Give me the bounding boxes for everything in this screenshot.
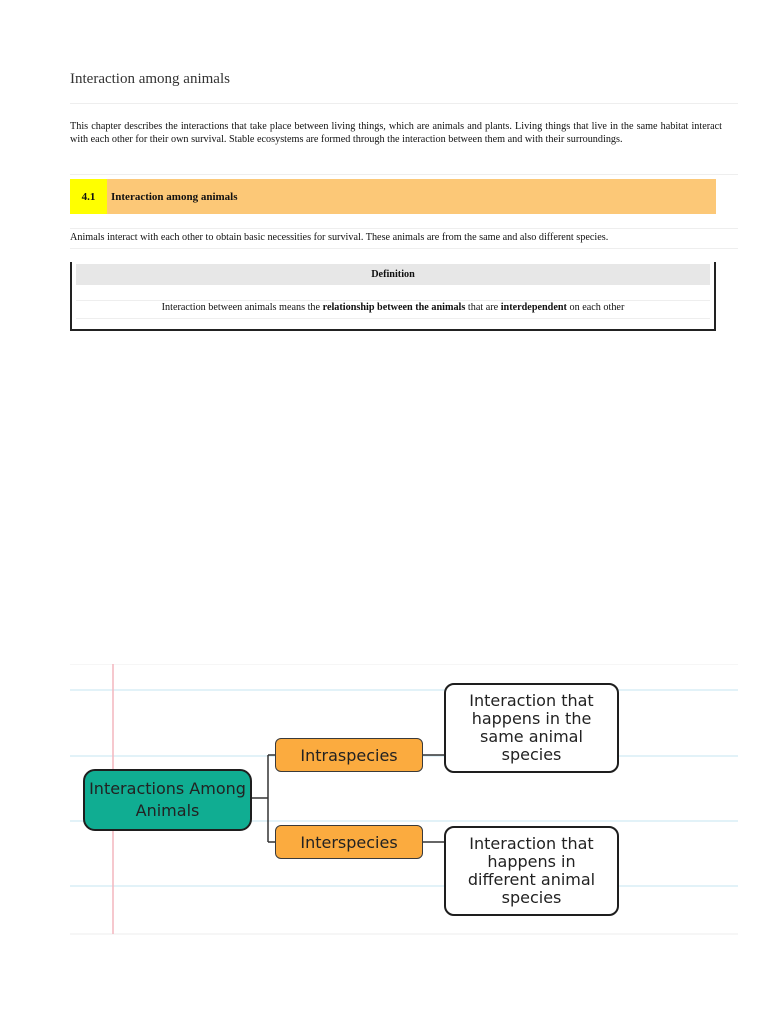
branch-intraspecies: Intraspecies	[275, 738, 423, 772]
section-paragraph: Animals interact with each other to obtain basic necessities for survival. These animals are from the same and also different species.	[70, 232, 609, 243]
definition-text-middle: that are	[465, 302, 501, 313]
page-title: Interaction among animals	[70, 71, 230, 87]
section-title: Interaction among animals	[111, 190, 238, 203]
title-divider	[70, 103, 738, 104]
definition-bold-relationship: relationship between the animals	[322, 302, 466, 313]
definition-text-end: on each other	[566, 302, 625, 313]
mind-map-root: Interactions Among Animals	[83, 769, 252, 831]
definition-rule-bottom	[76, 318, 710, 319]
definition-text	[72, 302, 714, 313]
leaf-interspecies-description: Interaction that happens in different animal species	[444, 826, 619, 916]
section-divider	[70, 228, 738, 229]
intro-divider	[70, 174, 738, 175]
definition-box	[70, 262, 716, 331]
definition-bold-interdependent: interdependent	[500, 302, 567, 313]
definition-heading: Definition	[76, 264, 710, 285]
paragraph-divider	[70, 248, 738, 249]
section-number: 4.1	[70, 179, 107, 214]
definition-rule-top	[76, 300, 710, 301]
section-header	[70, 179, 716, 214]
leaf-intraspecies-description: Interaction that happens in the same animal species	[444, 683, 619, 773]
branch-interspecies: Interspecies	[275, 825, 423, 859]
chapter-intro: This chapter describes the interactions that take place between living things, which are animals and plants. Living things that live in the same habitat interact with each other for their own survival. Stable ecosystems are formed through the interaction between them and with their surroundings.	[70, 121, 722, 145]
definition-text-start: Interaction between animals means the	[161, 302, 323, 313]
